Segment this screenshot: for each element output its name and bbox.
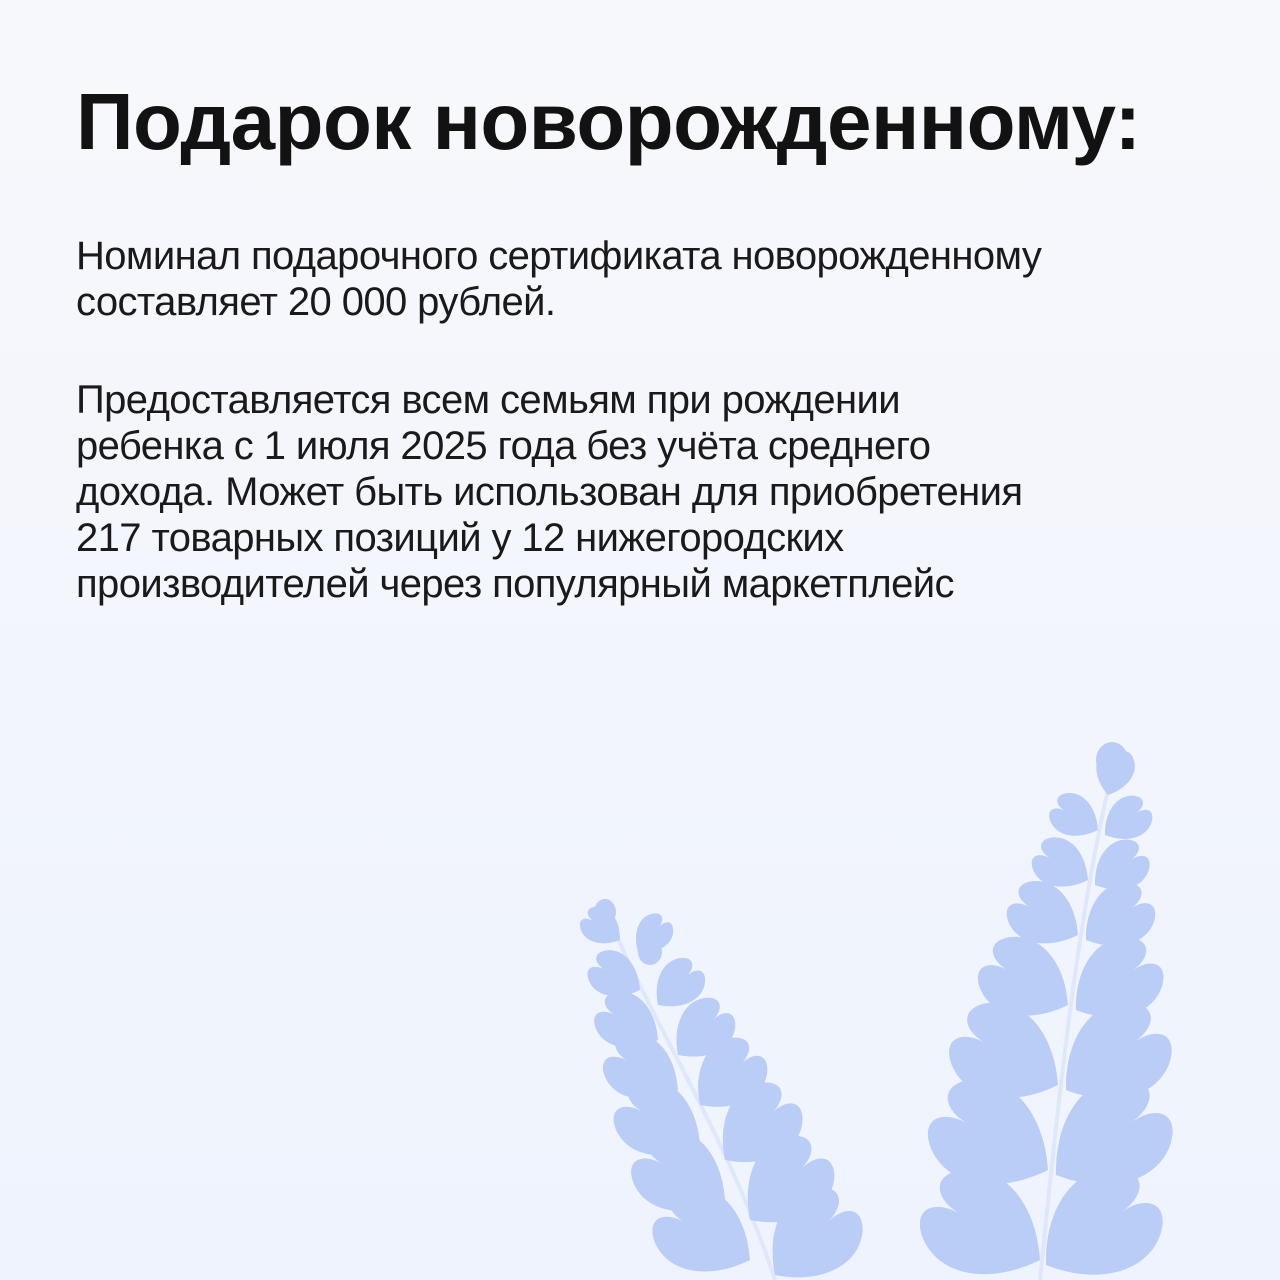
conditions-line-5: производителей через популярный маркетплейс: [76, 562, 954, 606]
conditions-paragraph: [76, 377, 1226, 607]
page-title: Подарок новорожденному:: [76, 77, 1141, 166]
conditions-line-4: 217 товарных позиций у 12 нижегородских: [76, 516, 844, 560]
left-branch: [575, 899, 876, 1280]
leaf-branch-illustration: [560, 720, 1200, 1280]
conditions-line-1: Предоставляется всем семьям при рождении: [76, 378, 901, 422]
nominal-paragraph: [76, 233, 1226, 325]
nominal-line-2: составляет 20 000 рублей.: [76, 280, 556, 324]
right-branch: [906, 742, 1187, 1280]
conditions-line-3: дохода. Может быть использован для приобретения: [76, 470, 1023, 514]
nominal-line-1: Номинал подарочного сертификата новорожденному: [76, 234, 1042, 278]
conditions-line-2: ребенка с 1 июля 2025 года без учёта среднего: [76, 424, 931, 468]
